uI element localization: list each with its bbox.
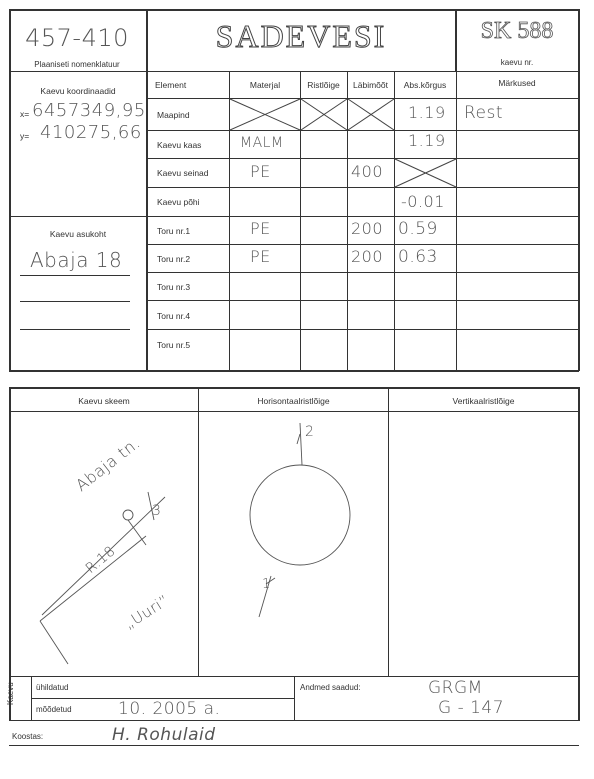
cell-abs: 0.63: [398, 247, 438, 267]
th-material: Materjal: [249, 80, 281, 90]
building-label: R.18: [82, 543, 119, 577]
cell-diameter: 200: [351, 219, 384, 238]
surveyed-date: 10. 2005 a.: [118, 699, 221, 719]
author-value: H. Rohulaid: [112, 725, 216, 745]
row-label: Kaevu põhi: [157, 197, 200, 207]
cell-abs: 1.19: [408, 103, 446, 122]
row-label: Toru nr.3: [157, 282, 191, 292]
sketch-col3-label: Vertikaalristlõige: [452, 396, 515, 406]
cell-abs: -0.01: [401, 192, 445, 211]
th-diameter: Läbimõõt: [353, 80, 388, 90]
cell-material: MALM: [240, 135, 284, 151]
cell-diameter: 400: [351, 162, 384, 181]
th-notes: Märkused: [498, 78, 536, 88]
data-value-2: G - 147: [438, 698, 505, 718]
coord-x-value: 6457349,95: [32, 100, 146, 121]
data-label: Andmed saadud:: [300, 683, 361, 692]
cell-notes: Rest: [464, 103, 504, 123]
location-value: Abaja 18: [30, 248, 123, 272]
street-label: Abaja tn.: [72, 433, 144, 495]
th-element: Element: [155, 80, 187, 90]
cell-abs: 1.19: [408, 131, 446, 150]
footer-mid-divider: [294, 676, 295, 721]
row-label: Kaevu seinad: [157, 168, 209, 178]
pipe-top-label: 2: [305, 424, 315, 440]
th-abs: Abs.kõrgus: [403, 80, 447, 90]
surveyed-label: mõõdetud: [36, 705, 72, 714]
coord-y-value: 410275,66: [40, 122, 142, 143]
footer-bottom: [9, 720, 579, 721]
row-label: Maapind: [157, 110, 190, 120]
distance-1: 3: [152, 503, 162, 519]
well-number: SK 588: [480, 18, 554, 44]
cell-diameter: 200: [351, 247, 384, 266]
cell-material: PE: [250, 219, 271, 238]
location-label: Kaevu asukoht: [49, 229, 107, 239]
row-label: Toru nr.5: [157, 340, 191, 350]
coord-x-prefix: x=: [20, 109, 30, 119]
coordinates-label: Kaevu koordinaadid: [40, 86, 116, 96]
cell-material: PE: [250, 162, 271, 181]
row-label: Kaevu kaas: [157, 140, 202, 150]
row-label: Toru nr.2: [157, 254, 191, 264]
page-title: SADEVESI: [215, 18, 387, 54]
sketch-col2-label: Horisontaalristlõige: [257, 396, 330, 406]
row-label: Toru nr.1: [157, 226, 191, 236]
th-cross: Ristlõige: [307, 80, 340, 90]
author-label: Koostas:: [12, 732, 44, 741]
planset-label: Plaaniseti nomenklatuur: [34, 60, 120, 69]
row-label: Toru nr.4: [157, 311, 191, 321]
well-number-label: kaevu nr.: [500, 58, 534, 67]
side-label: Kaevu: [6, 682, 15, 705]
checked-label: ühildatud: [36, 683, 69, 692]
data-value-1: GRGM: [428, 678, 483, 698]
cell-material: PE: [250, 247, 271, 266]
coord-y-prefix: y=: [20, 131, 30, 141]
road-label: „Uuri”: [120, 591, 173, 633]
sketch-col1-label: Kaevu skeem: [78, 396, 130, 406]
planset-number: 457-410: [25, 24, 129, 52]
cell-abs: 0.59: [398, 219, 438, 239]
pipe-bottom-label: 1: [262, 577, 271, 592]
author-line: [9, 745, 579, 746]
